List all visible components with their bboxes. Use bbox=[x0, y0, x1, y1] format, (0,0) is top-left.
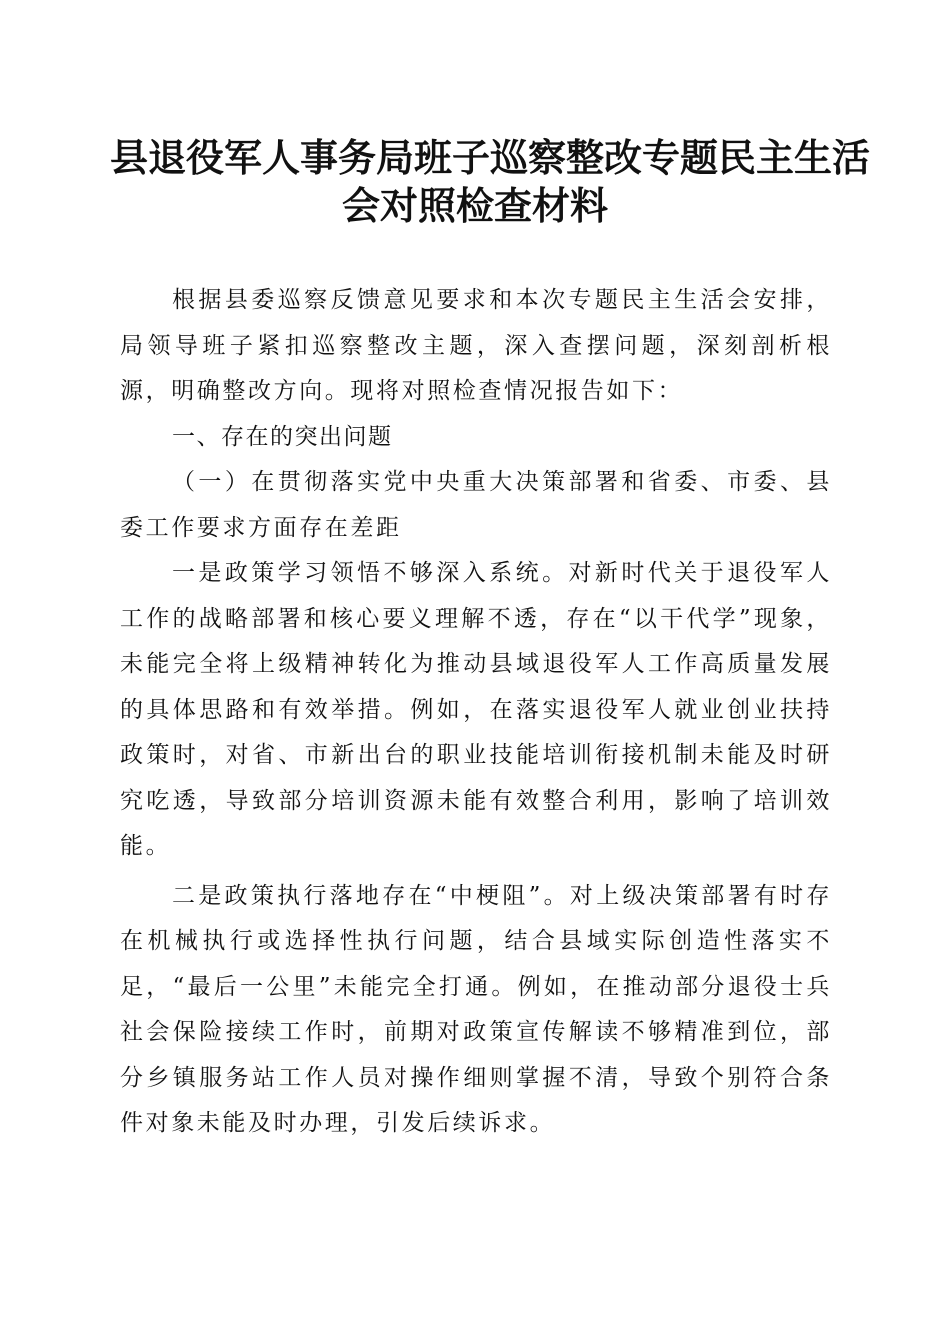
title-line-1: 县退役军人事务局班子巡察整改专题民主生活 bbox=[110, 135, 871, 180]
title-line-2: 会对照检查材料 bbox=[341, 183, 608, 228]
body-paragraph: 一是政策学习领悟不够深入系统。对新时代关于退役军人工作的战略部署和核心要义理解不透，存在“以干代学”现象，未能完全将上级精神转化为推动县域退役军人工作高质量发展的具体思路和有效举措。例如，在落实退役军人就业创业扶持政策时，对省、市新出台的职业技能培训衔接机制未能及时研究吃透，导致部分培训资源未能有效整合利用，影响了培训效能。 bbox=[120, 560, 832, 859]
body-paragraph: 二是政策执行落地存在“中梗阻”。对上级决策部署有时存在机械执行或选择性执行问题，结合县域实际创造性落实不足，“最后一公里”未能完全打通。例如，在推动部分退役士兵社会保险接续工作时，前期对政策宣传解读不够精准到位，部分乡镇服务站工作人员对操作细则掌握不清，导致个别符合条件对象未能及时办理，引发后续诉求。 bbox=[120, 882, 832, 1136]
intro-paragraph: 根据县委巡察反馈意见要求和本次专题民主生活会安排，局领导班子紧扣巡察整改主题，深入查摆问题，深刻剖析根源，明确整改方向。现将对照检查情况报告如下： bbox=[120, 287, 832, 404]
document-body bbox=[120, 278, 832, 1147]
section-heading: 一、存在的突出问题 bbox=[172, 423, 393, 450]
document-title bbox=[110, 134, 871, 230]
subsection-heading: （一）在贯彻落实党中央重大决策部署和省委、市委、县委工作要求方面存在差距 bbox=[120, 469, 832, 541]
